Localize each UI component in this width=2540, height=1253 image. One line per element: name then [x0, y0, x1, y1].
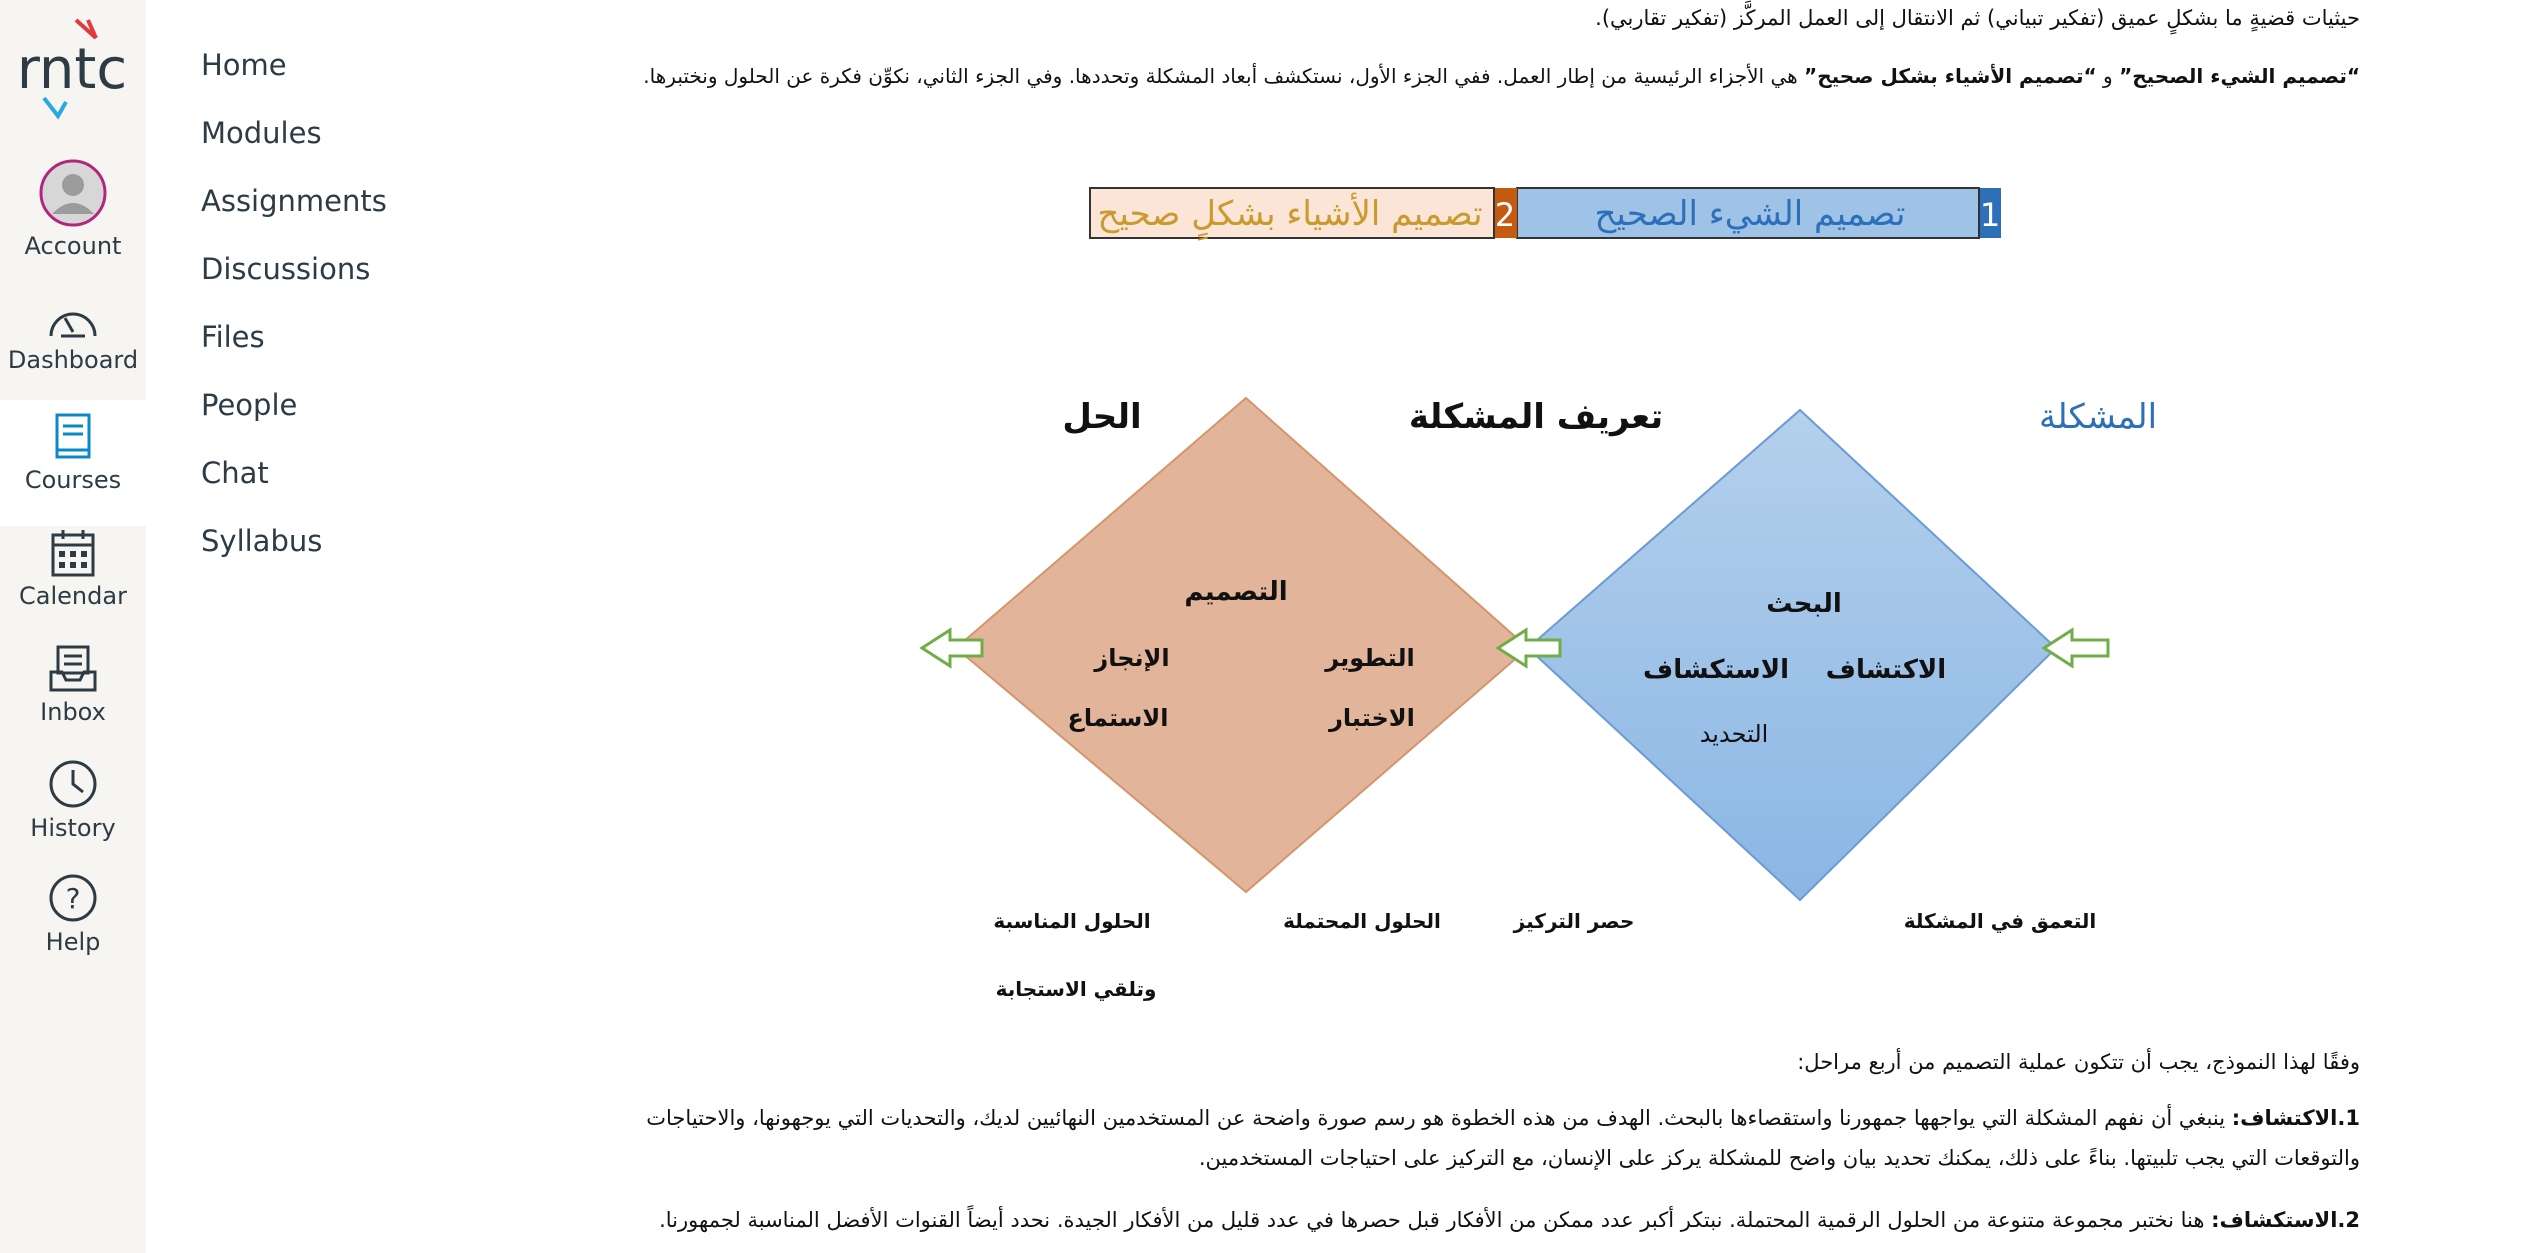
course-nav-assignments[interactable]: Assignments [201, 184, 387, 218]
nav-courses-label: Courses [24, 466, 122, 494]
nav-history[interactable] [0, 758, 146, 842]
blue-center-label: البحث [1766, 589, 1842, 619]
nav-courses[interactable] [0, 400, 146, 526]
box1-number: 1 [1979, 196, 2001, 234]
box2-number: 2 [1494, 196, 1516, 234]
blue-left-label: الاستكشاف [1643, 655, 1789, 685]
orange-left-bottom-label: الاستماع [1067, 704, 1169, 732]
avatar-icon [38, 158, 108, 228]
blue-diamond [1528, 410, 2056, 900]
inbox-icon [48, 644, 98, 694]
nav-help[interactable] [0, 872, 146, 956]
nav-inbox[interactable] [0, 644, 146, 726]
course-nav-syllabus[interactable]: Syllabus [201, 524, 323, 558]
nav-history-label: History [30, 814, 116, 842]
svg-text:?: ? [65, 882, 81, 915]
orange-diamond [956, 398, 1528, 892]
blue-right-label: الاكتشاف [1825, 655, 1947, 685]
orange-right-bottom-label: الاختبار [1329, 704, 1415, 732]
title-solution: الحل [1062, 397, 1142, 437]
clock-icon [47, 758, 99, 810]
calendar-icon [50, 528, 96, 578]
framework-bold-1: “تصميم الشيء الصحيح” [2119, 64, 2360, 88]
stage2-text: هنا نختبر مجموعة متنوعة من الحلول الرقمية المحتملة. نبتكر أكبر عدد ممكن من الأفكار قبل حصرها في عدد قليل من الأفكار الجيدة. نحدد أيضاً القنوات الأفضل المناسبة لجمهورنا. [659, 1208, 2212, 1232]
stages-intro: وفقًا لهذا النموذج، يجب أن تتكون عملية التصميم من أربع مراحل: [1797, 1050, 2360, 1074]
arrow-right [2044, 630, 2108, 666]
stage2-label: 2.الاستكشاف: [2211, 1208, 2360, 1232]
caption-focus: حصر التركيز [1513, 909, 1635, 933]
caption-possible: الحلول المحتملة [1283, 909, 1441, 933]
help-icon [47, 872, 99, 924]
framework-bold-2: “تصميم الأشياء بشكل صحيح” [1804, 64, 2097, 88]
framework-rest: هي الأجزاء الرئيسية من إطار العمل. ففي الجزء الأول، نستكشف أبعاد المشكلة وتحددها. وفي الجزء الثاني، نكوِّن فكرة عن الحلول ونختبرها. [643, 64, 1805, 88]
course-nav-modules[interactable]: Modules [201, 116, 322, 150]
orange-center-label: التصميم [1184, 577, 1288, 607]
title-problem: المشكلة [2038, 397, 2158, 437]
course-nav-chat[interactable]: Chat [201, 456, 269, 490]
stage2-line [659, 1208, 2360, 1232]
page-content [643, 0, 2360, 1253]
caption-feedback: وتلقي الاستجابة [995, 977, 1157, 1001]
double-diamond-diagram [700, 0, 2360, 1040]
dashboard-icon [45, 298, 101, 342]
nav-calendar[interactable] [0, 528, 146, 610]
book-icon [53, 412, 93, 462]
box2-label: تصميم الأشياء بشكلٍ صحيح [1097, 194, 1483, 234]
orange-left-top-label: الإنجاز [1094, 644, 1170, 672]
nav-account-label: Account [24, 232, 122, 260]
box1-label: تصميم الشيء الصحيح [1594, 194, 1906, 234]
course-nav-people[interactable]: People [201, 388, 298, 422]
nav-dashboard-label: Dashboard [7, 346, 139, 374]
blue-bottom-label: التحديد [1699, 720, 1769, 748]
caption-deep: التعمق في المشكلة [1903, 909, 2097, 933]
course-nav-files[interactable]: Files [201, 320, 265, 354]
stage1-line1 [646, 1106, 2360, 1130]
nav-inbox-label: Inbox [40, 698, 106, 726]
framework-mid: و [2096, 64, 2120, 88]
caption-suitable: الحلول المناسبة [993, 909, 1151, 933]
nav-calendar-label: Calendar [19, 582, 127, 610]
intro-paragraph: حيثيات قضيةٍ ما بشكلٍ عميق (تفكير تبياني) ثم الانتقال إلى العمل المركَّز (تفكير تقاربي). [1595, 6, 2360, 30]
logo-text: rntc [16, 37, 128, 102]
title-definition: تعريف المشكلة [1408, 397, 1664, 437]
orange-right-top-label: التطوير [1325, 644, 1415, 672]
global-nav [0, 0, 146, 1253]
stage1-text: ينبغي أن نفهم المشكلة التي يواجهها جمهورنا واستقصاءها بالبحث. الهدف من هذه الخطوة هو رسم صورة واضحة عن المستخدمين النهائيين لديك، والتحديات التي يوجهونها، والاحتياجات [646, 1106, 2232, 1130]
nav-help-label: Help [45, 928, 101, 956]
course-nav-discussions[interactable]: Discussions [201, 252, 371, 286]
nav-dashboard[interactable] [0, 298, 146, 374]
nav-account[interactable] [0, 158, 146, 260]
stage1-line2: والتوقعات التي يجب تلبيتها. بناءً على ذلك، يمكنك تحديد بيان واضح للمشكلة يركز على الإنسان، مع التركيز على احتياجات المستخدمين. [1198, 1146, 2360, 1170]
stage1-label: 1.الاكتشاف: [2231, 1106, 2360, 1130]
institution-logo[interactable] [0, 10, 146, 130]
course-nav-home[interactable]: Home [201, 48, 287, 82]
